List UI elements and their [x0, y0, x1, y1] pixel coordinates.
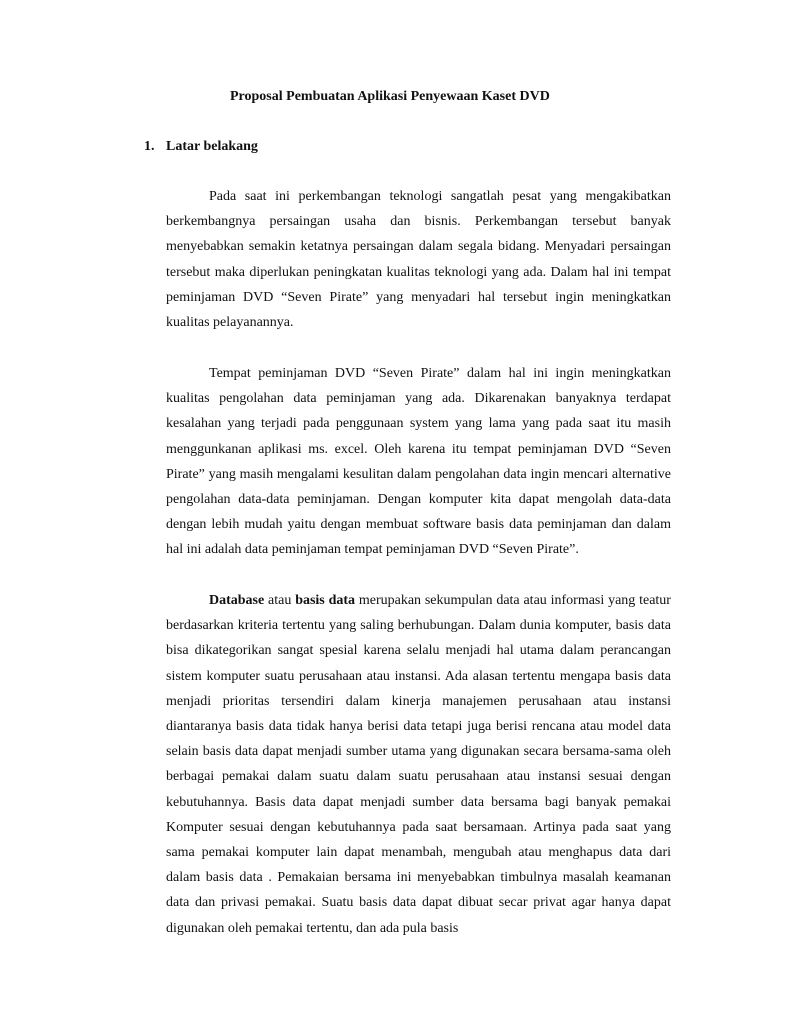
- paragraph-seven-pirate-rental: Tempat peminjaman DVD “Seven Pirate” dalam hal ini ingin meningkatkan kualitas pengolahan data peminjaman yang ada. Dikarenakan banyaknya terdapat kesalahan yang terjadi pada penggunaan system yang lama yang pada saat itu masih menggunkanan aplikasi ms. excel. Oleh karena itu tempat peminjaman DVD “Seven Pirate” yang masih mengalami kesulitan dalam pengolahan data ingin mencari alternative pengolahan data-data peminjaman. Dengan komputer kita dapat mengolah data-data dengan lebih mudah yaitu dengan membuat software basis data peminjaman dan dalam hal ini adalah data peminjaman tempat peminjaman DVD “Seven Pirate”.: [166, 366, 671, 558]
- section-heading: [144, 139, 258, 155]
- document-title: Proposal Pembuatan Aplikasi Penyewaan Kaset DVD: [230, 89, 550, 104]
- term-connector: atau: [264, 593, 296, 608]
- term-basis-data: basis data: [295, 593, 356, 608]
- section-number: 1.: [144, 139, 155, 154]
- paragraph-database-body: merupakan sekumpulan data atau informasi yang teatur berdasarkan kriteria tertentu yang saling berhubungan. Dalam dunia komputer, basis data bisa dikategorikan sangat spesial karena selalu menjadi hal utama dalam perancangan sistem komputer suatu perusahaan atau instansi. Ada alasan tertentu mengapa basis data menjadi prioritas tersendiri dalam kinerja manajemen perusahaan atau instansi diantaranya basis data tidak hanya berisi data tetapi juga berisi rencana atau model data selain basis data dapat menjadi sumber utama yang digunakan secara bersama-sama oleh berbagai pemakai dalam suatu dalam suatu perusahaan atau instansi sesuai dengan kebutuhannya. Basis data dapat menjadi sumber data bersama bagi banyak pemakai Komputer sesuai dengan kebutuhannya pada saat bersamaan. Artinya pada saat yang sama pemakai komputer lain dapat menambah, mengubah atau menghapus data dari dalam basis data . Pemakaian bersama ini menyebabkan timbulnya masalah keamanan data dan privasi pemakai. Suatu basis data dapat dibuat secar privat agar hanya dapat digunakan oleh pemakai tertentu, dan ada pula basis: [166, 593, 671, 936]
- paragraph-database-definition: [166, 588, 671, 941]
- section-heading-text: Latar belakang: [166, 139, 258, 154]
- term-database: Database: [209, 593, 265, 608]
- paragraph-background-intro: Pada saat ini perkembangan teknologi sangatlah pesat yang mengakibatkan berkembangnya persaingan usaha dan bisnis. Perkembangan tersebut banyak menyebabkan semakin ketatnya persaingan dalam segala bidang. Menyadari persaingan tersebut maka diperlukan peningkatan kualitas teknologi yang ada. Dalam hal ini tempat peminjaman DVD “Seven Pirate” yang menyadari hal tersebut ingin meningkatkan kualitas pelayanannya.: [166, 189, 671, 331]
